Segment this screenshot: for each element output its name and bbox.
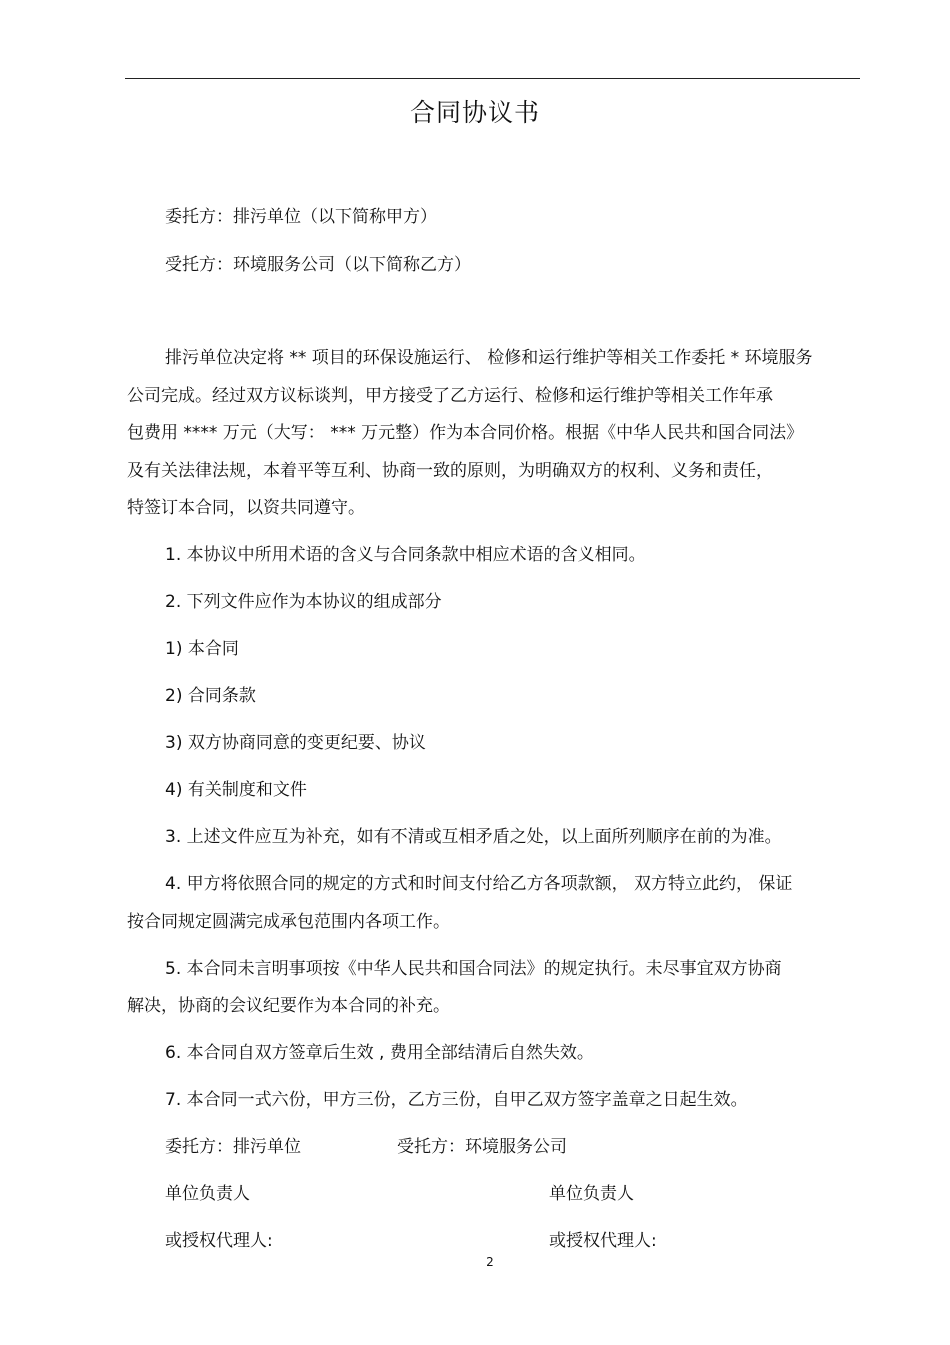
signature-right-agent: 或授权代理人: [549,1231,657,1251]
intro-line-5: 特签订本合同，以资共同遵守。 [127,498,365,518]
clause-2: 2. 下列文件应作为本协议的组成部分 [165,592,442,612]
intro-line-1: 排污单位决定将 ** 项目的环保设施运行、 检修和运行维护等相关工作委托 * 环境服务 [165,348,813,368]
intro-line-3: 包费用 **** 万元（大写： *** 万元整）作为本合同价格。根据《中华人民共和国合同法》 [127,423,804,443]
clause-4-line-1: 4. 甲方将依照合同的规定的方式和时间支付给乙方各项款额， 双方特立此约， 保证 [165,874,793,894]
clause-5-line-1: 5. 本合同未言明事项按《中华人民共和国合同法》的规定执行。未尽事宜双方协商 [165,959,782,979]
clause-2-item-2: 2) 合同条款 [165,686,256,706]
clause-2-item-1: 1) 本合同 [165,639,239,659]
clause-6: 6. 本合同自双方签章后生效 , 费用全部结清后自然失效。 [165,1043,594,1063]
clause-3: 3. 上述文件应互为补充，如有不清或互相矛盾之处，以上面所列顺序在前的为准。 [165,827,782,847]
document-title: 合同协议书 [409,98,540,127]
clause-7: 7. 本合同一式六份，甲方三份，乙方三份，自甲乙双方签字盖章之日起生效。 [165,1090,748,1110]
signature-client: 委托方：排污单位 [165,1137,301,1157]
clause-2-item-3: 3) 双方协商同意的变更纪要、协议 [165,733,426,753]
intro-line-4: 及有关法律法规，本着平等互利、协商一致的原则，为明确双方的权利、义务和责任， [127,461,773,481]
page-number: 2 [486,1255,494,1269]
client-party: 委托方：排污单位（以下简称甲方） [165,207,437,227]
contractor-party: 受托方：环境服务公司（以下简称乙方） [165,255,471,275]
signature-contractor: 受托方：环境服务公司 [397,1137,567,1157]
signature-right-head: 单位负责人 [549,1184,634,1204]
clause-1: 1. 本协议中所用术语的含义与合同条款中相应术语的含义相同。 [165,545,646,565]
intro-line-2: 公司完成。经过双方议标谈判，甲方接受了乙方运行、检修和运行维护等相关工作年承 [127,386,773,406]
signature-left-head: 单位负责人 [165,1184,250,1204]
clause-4-line-2: 按合同规定圆满完成承包范围内各项工作。 [127,912,450,932]
header-rule [125,78,860,79]
clause-5-line-2: 解决，协商的会议纪要作为本合同的补充。 [127,996,450,1016]
signature-left-agent: 或授权代理人: [165,1231,273,1251]
clause-2-item-4: 4) 有关制度和文件 [165,780,307,800]
